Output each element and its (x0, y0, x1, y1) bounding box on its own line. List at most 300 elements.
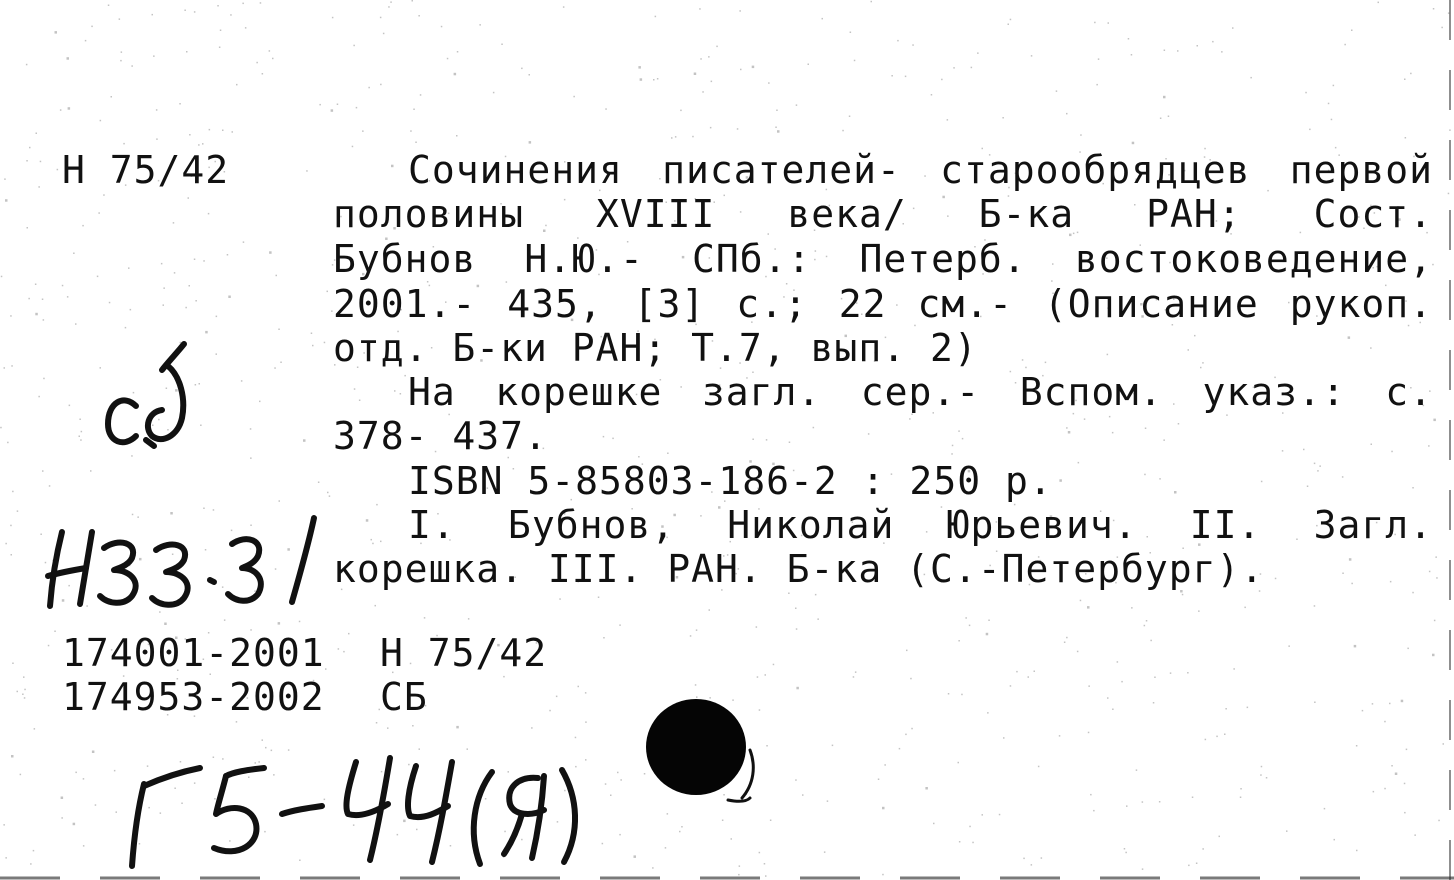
scan-speckle (884, 764, 886, 766)
call-number: Н 75/42 (62, 148, 230, 192)
scan-speckle (353, 824, 355, 826)
scan-speckle (644, 773, 646, 775)
scan-speckle (82, 225, 84, 227)
scan-speckle (1286, 830, 1288, 832)
scan-speckle (897, 40, 899, 42)
scan-speckle (158, 419, 160, 421)
scan-speckle (911, 728, 913, 730)
scan-speckle (338, 648, 340, 650)
scan-speckle (404, 375, 406, 377)
scan-speckle (1121, 681, 1123, 683)
scan-speckle (1022, 359, 1024, 361)
scan-speckle (1356, 850, 1358, 852)
scan-speckle (220, 30, 222, 32)
scan-speckle (1153, 702, 1155, 704)
scan-speckle (67, 57, 70, 60)
scan-speckle (1077, 651, 1079, 653)
scan-speckle (30, 863, 32, 865)
scan-speckle (163, 304, 165, 306)
scan-speckle (752, 439, 754, 441)
scan-speckle (156, 138, 158, 140)
scan-speckle (1250, 77, 1252, 79)
scan-speckle (166, 388, 168, 390)
scan-speckle (319, 104, 321, 106)
scan-speckle (556, 696, 558, 698)
scan-speckle (531, 727, 533, 729)
scan-speckle (1225, 708, 1227, 710)
scan-speckle (563, 6, 565, 8)
scan-speckle (287, 548, 290, 551)
scan-speckle (521, 68, 523, 70)
scan-speckle (391, 165, 394, 168)
scan-speckle (195, 300, 197, 302)
scan-speckle (692, 136, 694, 138)
scan-speckle (194, 259, 196, 261)
scan-speckle (972, 842, 974, 844)
scan-speckle (348, 633, 350, 635)
scan-speckle (1124, 848, 1126, 850)
scan-speckle (75, 772, 77, 774)
scan-speckle (667, 453, 669, 455)
scan-speckle (245, 27, 247, 29)
scan-speckle (68, 107, 71, 110)
scan-speckle (1429, 571, 1431, 573)
scan-speckle (1066, 113, 1068, 115)
scan-speckle (33, 850, 35, 852)
scan-speckle (73, 823, 76, 826)
scan-speckle (4, 178, 6, 180)
scan-speckle (42, 470, 44, 472)
scan-speckle (40, 534, 42, 536)
scan-speckle (17, 691, 19, 693)
scan-speckle (255, 762, 257, 764)
scan-speckle (1068, 431, 1071, 434)
scan-speckle (114, 770, 116, 772)
scan-speckle (1144, 474, 1146, 476)
scan-speckle (139, 558, 142, 561)
scan-speckle (299, 860, 301, 862)
scan-speckle (203, 508, 205, 510)
scan-speckle (188, 197, 190, 199)
scan-speckle (702, 91, 704, 93)
scan-speckle (119, 18, 121, 20)
scan-speckle (447, 58, 449, 60)
scan-speckle (752, 66, 755, 69)
scan-speckle (202, 143, 204, 145)
scan-speckle (853, 676, 855, 678)
holding-inventory-2: 174953-2002 (62, 675, 325, 719)
scan-speckle (1088, 732, 1090, 734)
scan-speckle (278, 329, 280, 331)
scan-speckle (1406, 749, 1408, 751)
scan-speckle (1188, 349, 1190, 351)
scan-speckle (40, 161, 42, 163)
scan-speckle (1045, 362, 1047, 364)
scan-speckle (796, 687, 799, 690)
scan-speckle (1146, 620, 1148, 622)
scan-speckle (130, 309, 132, 311)
scan-speckle (640, 78, 643, 81)
scan-speckle (1232, 27, 1234, 29)
scan-speckle (759, 709, 761, 711)
scan-speckle (1348, 336, 1351, 339)
scan-speckle (86, 605, 88, 607)
scan-speckle (227, 254, 229, 256)
scan-speckle (947, 119, 949, 121)
holding-location-1: Н 75/42 (380, 631, 548, 675)
scan-speckle (420, 94, 422, 96)
holding-inventory-1: 174001-2001 (62, 631, 325, 675)
scan-speckle (264, 831, 266, 833)
scan-speckle (1212, 41, 1214, 43)
scan-speckle (1384, 788, 1386, 790)
scan-speckle (254, 590, 256, 592)
scan-speckle (467, 748, 469, 750)
scan-speckle (764, 863, 766, 865)
scan-speckle (208, 213, 210, 215)
scan-speckle (10, 315, 12, 317)
scan-speckle (503, 676, 505, 678)
scan-speckle (275, 568, 277, 570)
scan-speckle (1041, 857, 1043, 859)
scan-speckle (1324, 808, 1326, 810)
scan-speckle (205, 331, 208, 334)
scan-speckle (1056, 90, 1058, 92)
scan-speckle (1351, 583, 1353, 585)
scan-speckle (388, 6, 390, 8)
scan-speckle (671, 137, 673, 139)
scan-speckle (1178, 423, 1180, 425)
scan-speckle (962, 438, 964, 440)
scan-speckle (1412, 487, 1414, 489)
scan-speckle (891, 75, 893, 77)
scan-speckle (116, 811, 118, 813)
scan-speckle (1142, 868, 1144, 870)
scan-speckle (910, 678, 912, 680)
scan-speckle (1391, 765, 1393, 767)
scan-speckle (1216, 736, 1218, 738)
scan-speckle (1373, 791, 1375, 793)
scan-speckle (52, 560, 54, 562)
scan-speckle (808, 64, 810, 66)
scan-speckle (959, 841, 961, 843)
scan-speckle (737, 128, 739, 130)
scan-speckle (265, 747, 267, 749)
scan-speckle (28, 298, 30, 300)
scan-speckle (941, 79, 943, 81)
scan-speckle (199, 383, 201, 385)
scan-speckle (1247, 707, 1249, 709)
scan-speckle (303, 439, 306, 442)
scan-speckle (1087, 606, 1090, 609)
scan-speckle (1389, 703, 1391, 705)
scan-speckle (231, 806, 233, 808)
scan-speckle (272, 58, 274, 60)
scan-speckle (371, 539, 373, 541)
scan-speckle (231, 530, 233, 532)
scan-speckle (1163, 96, 1166, 99)
scan-speckle (332, 17, 334, 19)
scan-speckle (213, 509, 215, 511)
scan-speckle (529, 141, 532, 144)
scan-speckle (766, 745, 768, 747)
scan-speckle (280, 362, 282, 364)
scan-speckle (311, 333, 313, 335)
scan-speckle (977, 52, 979, 54)
scan-speckle (815, 594, 817, 596)
scan-speckle (1404, 783, 1406, 785)
scan-speckle (1443, 743, 1445, 745)
scan-speckle (585, 692, 587, 694)
scan-speckle (657, 78, 659, 80)
scan-speckle (696, 629, 698, 631)
scan-speckle (79, 419, 81, 421)
scan-speckle (1244, 607, 1246, 609)
scan-speckle (125, 327, 127, 329)
scan-speckle (329, 495, 331, 497)
scan-speckle (1334, 839, 1336, 841)
scan-speckle (100, 367, 102, 369)
scan-speckle (194, 11, 196, 13)
scan-speckle (376, 722, 378, 724)
scan-speckle (773, 664, 775, 666)
scan-speckle (198, 144, 200, 146)
scan-speckle (723, 794, 725, 796)
scan-speckle (205, 549, 207, 551)
scan-speckle (1434, 620, 1436, 622)
scan-speckle (11, 755, 14, 758)
scan-speckle (1448, 193, 1450, 195)
scan-speckle (34, 728, 36, 730)
scan-speckle (5, 543, 7, 545)
scan-speckle (163, 287, 165, 289)
scan-speckle (312, 345, 314, 347)
scan-speckle (318, 482, 320, 484)
scan-speckle (200, 425, 202, 427)
scan-speckle (667, 813, 669, 815)
scan-speckle (931, 94, 933, 96)
scan-speckle (1428, 445, 1430, 447)
scan-speckle (1159, 478, 1161, 480)
scan-speckle (971, 67, 973, 69)
scan-speckle (343, 651, 345, 653)
scan-speckle (1, 276, 3, 278)
scan-speckle (1205, 739, 1207, 741)
scan-speckle (248, 777, 250, 779)
scan-speckle (969, 826, 971, 828)
scan-speckle (167, 429, 169, 431)
scan-speckle (905, 734, 907, 736)
scan-speckle (1192, 797, 1194, 799)
scan-speckle (1433, 8, 1435, 10)
scan-speckle (38, 396, 40, 398)
scan-speckle (1319, 465, 1321, 467)
scan-speckle (380, 17, 382, 19)
scan-speckle (175, 389, 178, 392)
scan-speckle (1198, 610, 1200, 612)
scan-speckle (1098, 58, 1100, 60)
scan-speckle (1177, 50, 1179, 52)
scan-speckle (1395, 773, 1398, 776)
scan-speckle (1342, 476, 1344, 478)
scan-speckle (765, 875, 767, 877)
scan-speckle (120, 60, 122, 62)
scan-speckle (1305, 92, 1307, 94)
scan-speckle (132, 514, 134, 516)
scan-speckle (605, 783, 607, 785)
scan-speckle (1160, 118, 1162, 120)
scan-speckle (222, 130, 224, 132)
scan-speckle (131, 65, 133, 67)
scan-speckle (605, 108, 607, 110)
scan-speckle (174, 272, 176, 274)
scan-speckle (109, 302, 111, 304)
scan-speckle (156, 109, 158, 111)
scan-speckle (368, 87, 370, 89)
scan-speckle (331, 109, 334, 112)
scan-speckle (61, 797, 64, 800)
scan-speckle (381, 771, 383, 773)
entry-line-5: отд. Б-ки РАН; Т.7, вып. 2) (333, 326, 978, 370)
scan-speckle (1331, 119, 1333, 121)
scan-speckle (756, 626, 758, 628)
scan-speckle (503, 856, 505, 858)
scan-speckle (1351, 30, 1353, 32)
handwritten-classification (38, 510, 328, 620)
scan-speckle (871, 1, 873, 3)
scan-speckle (11, 365, 13, 367)
scan-speckle (709, 609, 711, 611)
scan-speckle (1154, 677, 1156, 679)
scan-speckle (1031, 55, 1033, 57)
scan-speckle (327, 291, 329, 293)
scan-speckle (738, 874, 740, 876)
scan-speckle (969, 625, 971, 627)
scan-speckle (1240, 788, 1242, 790)
scan-speckle (1125, 852, 1127, 854)
scan-speckle (236, 721, 238, 723)
scan-speckle (1356, 745, 1358, 747)
scan-speckle (739, 10, 741, 12)
scan-speckle (242, 3, 244, 5)
scan-speckle (258, 761, 260, 763)
scan-speckle (137, 516, 139, 518)
scan-speckle (380, 84, 382, 86)
scan-speckle (1261, 766, 1263, 768)
scan-speckle (222, 758, 224, 760)
scan-speckle (262, 739, 264, 741)
scan-speckle (35, 284, 37, 286)
scan-speckle (139, 843, 141, 845)
scan-speckle (655, 16, 657, 18)
holding-location-2: СБ (380, 675, 428, 719)
scan-speckle (121, 51, 123, 53)
scan-speckle (951, 453, 953, 455)
isbn-line: ISBN 5-85803-186-2 : 250 р. (408, 459, 1053, 503)
scan-speckle (271, 750, 273, 752)
scan-speckle (1034, 671, 1036, 673)
scan-speckle (1448, 12, 1450, 14)
scan-speckle (250, 457, 252, 459)
scan-speckle (456, 726, 459, 729)
scan-speckle (456, 135, 458, 137)
entry-line-4: 2001.- 435, [3] с.; 22 см.- (Описание рукоп. (333, 282, 1433, 326)
scan-speckle (882, 874, 884, 876)
scan-speckle (1282, 450, 1284, 452)
scan-speckle (356, 107, 358, 109)
scan-speckle (722, 820, 724, 822)
scan-speckle (1028, 676, 1030, 678)
scan-speckle (181, 803, 183, 805)
scan-speckle (161, 263, 163, 265)
scan-speckle (48, 645, 50, 647)
scan-speckle (987, 712, 989, 714)
scan-speckle (603, 436, 605, 438)
scan-speckle (203, 260, 205, 262)
scan-speckle (1038, 766, 1040, 768)
scan-speckle (325, 668, 327, 670)
scan-speckle (450, 845, 452, 847)
scan-speckle (1002, 117, 1004, 119)
scan-speckle (1307, 486, 1309, 488)
scan-speckle (387, 727, 389, 729)
scan-speckle (35, 313, 38, 316)
scan-speckle (824, 851, 826, 853)
scan-speckle (602, 843, 604, 845)
scan-speckle (278, 622, 281, 625)
scan-speckle (43, 319, 45, 321)
scan-speckle (1221, 51, 1223, 53)
scan-speckle (457, 51, 459, 53)
scan-speckle (1008, 24, 1010, 26)
scan-speckle (38, 186, 40, 188)
scan-speckle (274, 367, 276, 369)
entry-line-3: Бубнов Н.Ю.- СПб.: Петерб. востоковедение, (333, 237, 1433, 281)
scan-speckle (559, 598, 561, 600)
scan-speckle (1168, 116, 1170, 118)
scan-speckle (288, 749, 290, 751)
scan-speckle (765, 674, 767, 676)
scan-speckle (4, 367, 6, 369)
scan-speckle (617, 772, 619, 774)
scan-speckle (1405, 137, 1407, 139)
scan-speckle (148, 807, 150, 809)
scan-speckle (1202, 848, 1204, 850)
scan-speckle (1344, 44, 1346, 46)
scan-speckle (564, 790, 566, 792)
scan-speckle (1362, 710, 1364, 712)
scan-speckle (796, 628, 798, 630)
scan-speckle (43, 378, 45, 380)
scan-speckle (986, 633, 989, 636)
scan-speckle (54, 631, 56, 633)
scan-speckle (961, 694, 963, 696)
scan-speckle (1391, 451, 1393, 453)
scan-speckle (1025, 367, 1027, 369)
scan-speckle (170, 512, 173, 515)
scan-speckle (1132, 142, 1135, 145)
scan-speckle (573, 96, 575, 98)
scan-speckle (912, 44, 914, 46)
scan-speckle (1233, 668, 1235, 670)
scan-speckle (1059, 479, 1062, 482)
scan-speckle (757, 676, 759, 678)
scan-speckle (236, 84, 238, 86)
scan-speckle (228, 296, 231, 299)
scan-speckle (3, 824, 5, 826)
scan-speckle (26, 160, 28, 162)
scan-speckle (557, 821, 559, 823)
